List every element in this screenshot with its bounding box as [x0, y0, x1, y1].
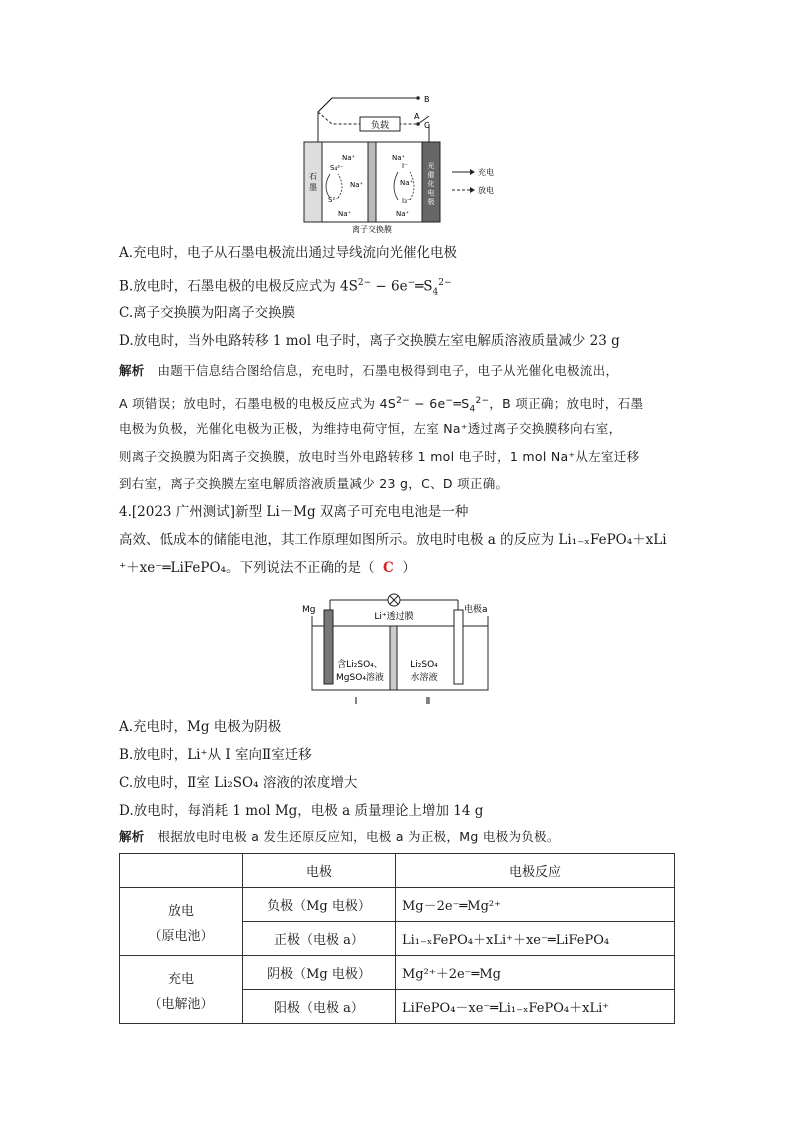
q4-option-b: B.放电时，Li⁺从 Ⅰ 室向Ⅱ室迁移 [119, 747, 312, 763]
q4-option-c: C.放电时，Ⅱ室 Li₂SO₄ 溶液的浓度增大 [119, 775, 358, 791]
q4-explanation: 解析 根据放电时电极 a 发生还原反应知，电极 a 为正极，Mg 电极为负极。 [119, 829, 560, 844]
label-a: A [414, 112, 420, 121]
load-label: 负载 [370, 121, 390, 131]
svg-text:Na⁺: Na⁺ [396, 210, 410, 218]
header-reaction: 电极反应 [396, 854, 675, 888]
svg-text:化: 化 [427, 180, 435, 188]
svg-text:催: 催 [427, 171, 435, 179]
q3-option-a: A.充电时，电子从石墨电极流出通过导线流向光催化电极 [119, 245, 458, 261]
electrode-a [454, 610, 463, 684]
svg-text:Na⁺: Na⁺ [392, 154, 406, 162]
svg-text:S₄²⁻: S₄²⁻ [330, 164, 344, 172]
discharge-cell: 放电 （原电池） [120, 888, 243, 956]
pos-electrode: 正极（电极 a） [243, 922, 396, 956]
anode-electrode: 阳极（电极 a） [243, 990, 396, 1024]
q4-option-a: A.充电时，Mg 电极为阴极 [119, 719, 282, 735]
svg-text:Na⁺: Na⁺ [342, 154, 356, 162]
svg-text:Na⁺: Na⁺ [350, 181, 364, 189]
q3-explanation-5: 到右室，离子交换膜左室电解质溶液质量减少 23 g，C、D 项正确。 [119, 476, 509, 491]
svg-text:Ⅰ: Ⅰ [354, 696, 358, 707]
svg-text:I⁻: I⁻ [402, 162, 408, 170]
legend-charge: 充电 [478, 168, 494, 177]
q3-option-c: C.离子交换膜为阳离子交换膜 [119, 305, 296, 321]
q4-option-d: D.放电时，每消耗 1 mol Mg，电极 a 质量理论上增加 14 g [119, 803, 484, 819]
svg-text:Li₂SO₄: Li₂SO₄ [410, 660, 438, 670]
reaction-4: LiFePO₄－xe⁻═Li₁₋ₓFePO₄＋xLi⁺ [396, 990, 675, 1024]
q3-explanation-3: 电极为负极，光催化电极为正极，为维持电荷守恒，左室 Na⁺透过离子交换膜移向右室， [119, 421, 622, 436]
q4-stem-3: ⁺＋xe⁻═LiFePO₄。下列说法不正确的是（ C ） [119, 560, 416, 576]
figure-li-mg-battery [298, 592, 498, 710]
svg-text:光: 光 [427, 162, 435, 170]
q3-option-b: B.放电时，石墨电极的电极反应式为 $4S^{2-}$ − $6e^-═S_4^{2-}$ [119, 278, 452, 298]
q3-explanation-2: A 项错误；放电时，石墨电极的电极反应式为 $4S^{2-}$ − $6e^-═S_4^{2-}$，B 项正确；放电时，石墨 [119, 396, 644, 415]
membrane-bar [368, 142, 376, 222]
q4-answer: C [383, 560, 394, 576]
q3-explanation-4: 则离子交换膜为阳离子交换膜，放电时当外电路转移 1 mol 电子时，1 mol Na⁺从左室迁移 [119, 449, 640, 464]
svg-text:水溶液: 水溶液 [410, 673, 438, 683]
membrane [390, 626, 397, 690]
charge-cell: 充电 （电解池） [120, 956, 243, 1024]
svg-text:Mg: Mg [302, 605, 316, 615]
svg-text:极: 极 [427, 198, 435, 206]
neg-electrode: 负极（Mg 电极） [243, 888, 396, 922]
svg-text:电: 电 [427, 189, 435, 197]
q3-explanation-1: 解析 由题干信息结合图给信息，充电时，石墨电极得到电子，电子从光催化电极流出， [119, 363, 619, 378]
reaction-table [119, 853, 675, 1024]
label-c: C [424, 121, 430, 130]
membrane-caption: 离子交换膜 [352, 225, 392, 234]
reaction-3: Mg²⁺＋2e⁻═Mg [396, 956, 675, 990]
reaction-2: Li₁₋ₓFePO₄＋xLi⁺＋xe⁻═LiFePO₄ [396, 922, 675, 956]
q3-option-d: D.放电时，当外电路转移 1 mol 电子时，离子交换膜左室电解质溶液质量减少 23 g [119, 333, 620, 349]
mg-electrode [324, 610, 333, 684]
legend-discharge: 放电 [478, 186, 494, 195]
header-electrode: 电极 [243, 854, 396, 888]
q4-stem-1: 4.[2023 广州测试]新型 Li－Mg 双离子可充电电池是一种 [119, 504, 469, 520]
figure-photo-battery [290, 90, 510, 235]
q4-stem-2: 高效、低成本的储能电池，其工作原理如图所示。放电时电极 a 的反应为 Li₁₋ₓFePO₄＋xLi [119, 532, 667, 548]
reaction-1: Mg－2e⁻═Mg²⁺ [396, 888, 675, 922]
svg-text:Li⁺透过膜: Li⁺透过膜 [374, 612, 414, 622]
svg-text:S²⁻: S²⁻ [328, 196, 339, 204]
svg-text:Na⁺: Na⁺ [338, 210, 352, 218]
svg-text:Na⁺: Na⁺ [400, 179, 414, 187]
graphite-electrode [304, 142, 322, 222]
svg-text:墨: 墨 [309, 183, 317, 192]
svg-text:I₃⁻: I₃⁻ [402, 197, 411, 205]
svg-text:Ⅱ: Ⅱ [425, 696, 431, 707]
svg-text:含Li₂SO₄、: 含Li₂SO₄、 [337, 660, 383, 670]
svg-text:石: 石 [309, 172, 317, 181]
label-b: B [424, 95, 430, 104]
svg-text:MgSO₄溶液: MgSO₄溶液 [336, 673, 384, 683]
svg-text:电极a: 电极a [464, 605, 488, 615]
cathode-electrode: 阴极（Mg 电极） [243, 956, 396, 990]
